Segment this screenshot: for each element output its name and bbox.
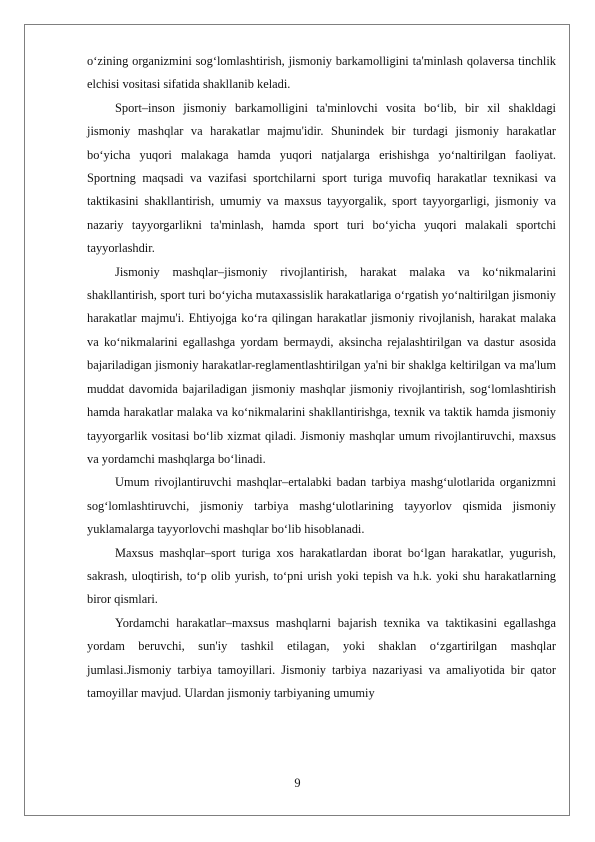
paragraph-general-developmental-exercises: Umum rivojlantiruvchi mashqlar–ertalabki badan tarbiya mashg‘ulotlarida organizmni sog‘lomlashtiruvchi, jismoniy tarbiya mashg‘ulotlarining tayyorlov qismida jismoniy yuklamalarga tayyorlovchi mashqlar bo‘lib hisoblanadi. — [87, 475, 556, 537]
page-number: 9 — [294, 776, 301, 790]
paragraph-auxiliary-movements: Yordamchi harakatlar–maxsus mashqlarni bajarish texnika va taktikasini egallashga yordam beruvchi, sun'iy tashkil etilagan, yoki shaklan o‘zgartirilgan mashqlar jumlasi.Jismoniy tarbiya tamoyillari. Jismoniy tarbiya nazariyasi va amaliyotida bir qator tamoyillar mavjud. Ulardan jismoniy tarbiyaning umumiy — [87, 615, 556, 700]
paragraph-special-exercises: Maxsus mashqlar–sport turiga xos harakatlardan iborat bo‘lgan harakatlar, yugurish, sakrash, uloqtirish, to‘p olib yurish, to‘pni urish yoki tepish va h.k. yoki shu harakatlarning biror qismlari. — [87, 545, 556, 607]
paragraph-physical-exercises: Jismoniy mashqlar–jismoniy rivojlantirish, harakat malaka va ko‘nikmalarini shakllantirish, sport turi bo‘yicha mutaxassislik harakatlariga o‘rgatish yo‘naltirilgan jismoniy harakatlar majmu'i. Ehtiyojga ko‘ra qilingan harakatlar jismoniy rivojlanish, harakat malaka va ko‘nikmalarini egallashga yordam bermaydi, aksincha rejalashtirilgan va dastur asosida bajariladigan jismoniy harakatlar-reglamentlashtirilgan ya'ni bir shaklga keltirilgan va ma'lum muddat davomida bajariladigan jismoniy mashqlar jismoniy rivojlantirish, sog‘lomlashtirish hamda harakatlar malaka va ko‘nikmalarini shakllantirishga, texnik va taktik hamda jismoniy tayyorgarlik vositasi bo‘lib xizmat qiladi. Jismoniy mashqlar umum rivojlantiruvchi, maxsus va yordamchi mashqlarga bo‘linadi. — [87, 264, 556, 466]
paragraph-sport-definition: Sport–inson jismoniy barkamolligini ta'minlovchi vosita bo‘lib, bir xil shakldagi jismoniy mashqlar va harakatlar majmu'idir. Shunindek bir turdagi jismoniy harakatlar bo‘yicha yuqori malakaga hamda yuqori natjalarga erishishga yo‘naltirilgan faoliyat. Sportning maqsadi va vazifasi sportchilarni sport turiga muvofiq harakatlar texnikasi va taktikasini shakllantirish, umumiy va maxsus tayyorgalik, sport tayyorgarligi, jismoniy va nazariy tayyorgarlikni ta'minlash, hamda sport turi bo‘yicha yuqori malakali sportchi tayyorlashdir. — [87, 100, 556, 256]
paragraph-continuation: o‘zining organizmini sog‘lomlashtirish, jismoniy barkamolligini ta'minlash qolaversa tinchlik elchisi vositasi sifatida shakllanib keladi. — [87, 54, 556, 92]
document-body — [87, 50, 556, 705]
